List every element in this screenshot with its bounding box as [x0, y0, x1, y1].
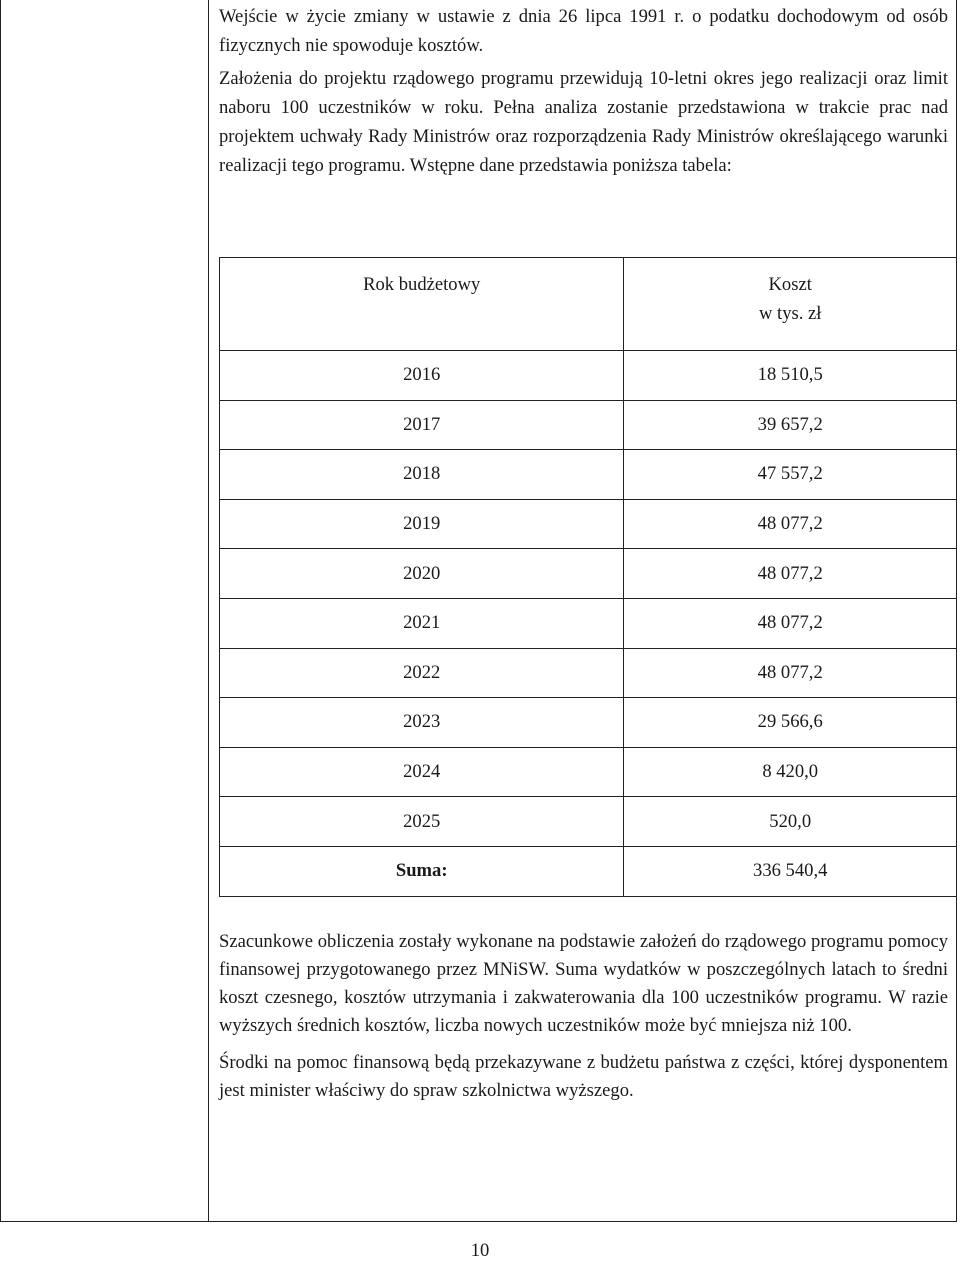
paragraph-funding: Środki na pomoc finansową będą przekazywane z budżetu państwa z części, której dysponentem jest minister właściwy do spraw szkolnictwa wyższego.: [219, 1052, 948, 1101]
table-sum-row: [220, 846, 957, 896]
table-row: [220, 747, 957, 797]
paragraph-intro: Wejście w życie zmiany w ustawie z dnia 26 lipca 1991 r. o podatku dochodowym od osób fizycznych nie spowoduje kosztów.: [219, 6, 948, 56]
header-cost-line1: Koszt: [768, 274, 812, 295]
upper-text-block: [219, 2, 948, 180]
row-cost: 48 077,2: [624, 549, 957, 599]
row-cost: 48 077,2: [624, 499, 957, 549]
row-cost: 29 566,6: [624, 698, 957, 748]
table-row: [220, 598, 957, 648]
row-year: 2021: [220, 598, 624, 648]
table-row: [220, 549, 957, 599]
header-cost-line2: w tys. zł: [758, 303, 822, 324]
row-cost: 47 557,2: [624, 450, 957, 500]
lower-text-block: [219, 928, 948, 1105]
row-year: 2025: [220, 797, 624, 847]
row-cost: 39 657,2: [624, 400, 957, 450]
paragraph-assumptions: Założenia do projektu rządowego programu przewidują 10-letni okres jego realizacji oraz limit naboru 100 uczestników w roku. Pełna analiza zostanie przedstawiona w trakcie prac nad projektem uchwały Rady Ministrów oraz rozporządzenia Rady Ministrów określającego warunki realizacji tego programu. Wstępne dane przedstawia poniższa tabela:: [219, 68, 948, 176]
row-year: 2022: [220, 648, 624, 698]
table-row: [220, 499, 957, 549]
table-row: [220, 648, 957, 698]
table-row: [220, 797, 957, 847]
row-year: 2024: [220, 747, 624, 797]
row-year: 2016: [220, 351, 624, 401]
row-year: 2023: [220, 698, 624, 748]
header-year-label: Rok budżetowy: [363, 274, 481, 295]
paragraph-estimates: Szacunkowe obliczenia zostały wykonane na podstawie założeń do rządowego programu pomocy finansowej przygotowanego przez MNiSW. Suma wydatków w poszczególnych latach to średni koszt czesnego, kosztów utrzymania i zakwaterowania dla 100 uczestników programu. W razie wyższych średnich kosztów, liczba nowych uczestników może być mniejsza niż 100.: [219, 931, 948, 1036]
row-year: 2018: [220, 450, 624, 500]
row-cost: 520,0: [624, 797, 957, 847]
row-year: 2017: [220, 400, 624, 450]
row-cost: 48 077,2: [624, 648, 957, 698]
header-year: [220, 258, 624, 351]
row-year: 2019: [220, 499, 624, 549]
cost-table: [219, 257, 957, 897]
row-cost: 48 077,2: [624, 598, 957, 648]
table-row: [220, 698, 957, 748]
table-header-row: [220, 258, 957, 351]
row-cost: 18 510,5: [624, 351, 957, 401]
row-year: 2020: [220, 549, 624, 599]
table-row: [220, 351, 957, 401]
table-row: [220, 400, 957, 450]
sum-label: Suma:: [220, 846, 624, 896]
sum-value: 336 540,4: [624, 846, 957, 896]
row-cost: 8 420,0: [624, 747, 957, 797]
column-divider: [208, 0, 209, 1221]
header-cost: [624, 258, 957, 351]
table-row: [220, 450, 957, 500]
page-number: 10: [470, 1240, 490, 1261]
